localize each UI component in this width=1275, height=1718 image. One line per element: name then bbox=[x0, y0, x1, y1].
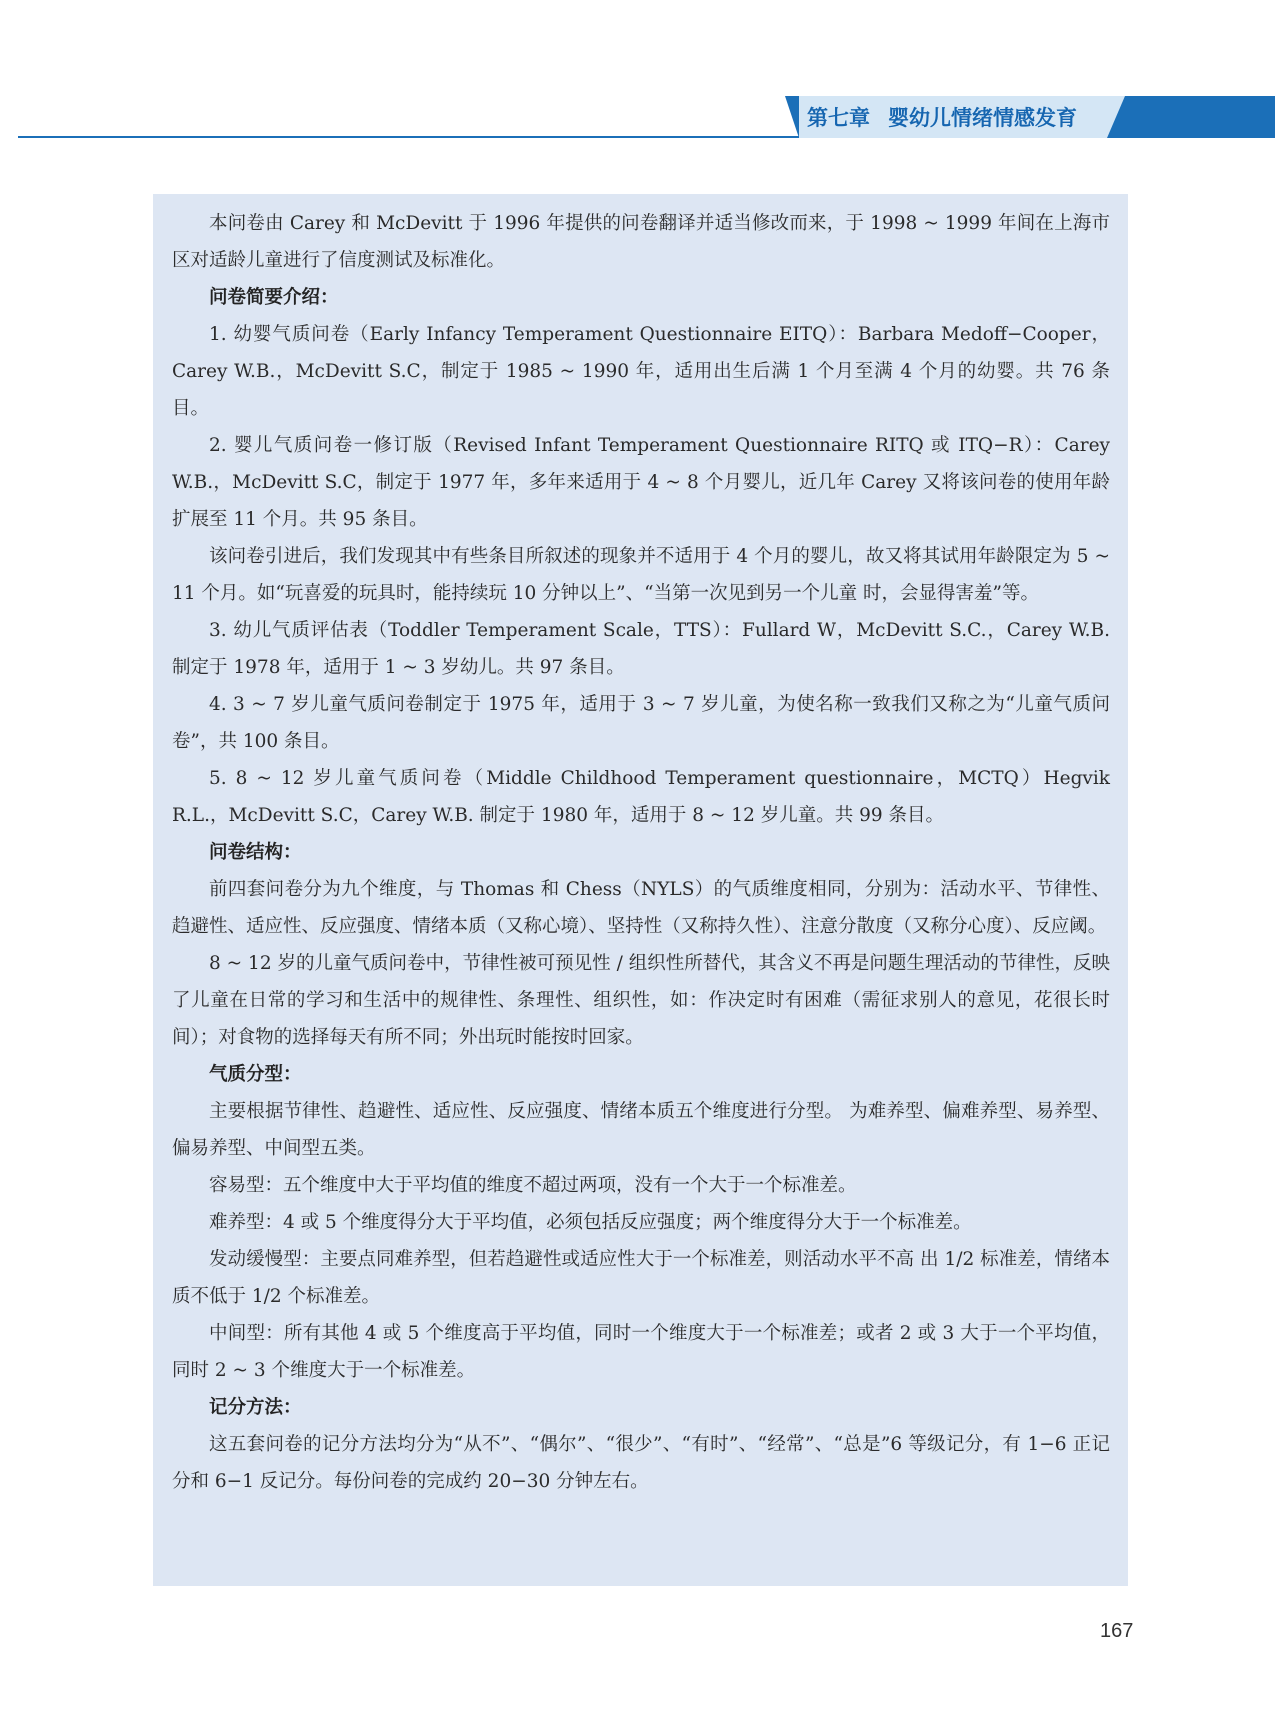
list-item: 4. 3 ~ 7 岁儿童气质问卷制定于 1975 年，适用于 3 ~ 7 岁儿童，为使名称一致我们又称之为“儿童气质问卷”，共 100 条目。 bbox=[172, 694, 1110, 752]
section-heading-introduction: 问卷简要介绍： bbox=[209, 287, 339, 308]
paragraph: 中间型：所有其他 4 或 5 个维度高于平均值，同时一个维度大于一个标准差；或者 2 或 3 大于一个平均值，同时 2 ~ 3 个维度大于一个标准差。 bbox=[172, 1323, 1110, 1381]
chapter-name: 婴幼儿情绪情感发育 bbox=[888, 106, 1077, 130]
list-item: 2. 婴儿气质问卷一修订版（Revised Infant Temperament Questionnaire RITQ 或 ITQ−R）：Carey W.B.，McDevitt S.C，制定于 1977 年，多年来适用于 4 ~ 8 个月婴儿，近几年 Carey 又将该问卷的使用年龄扩展至 11 个月。共 95 条目。 bbox=[172, 435, 1110, 530]
chapter-header-tab bbox=[785, 96, 1275, 138]
paragraph: 主要根据节律性、趋避性、适应性、反应强度、情绪本质五个维度进行分型。 为难养型、偏难养型、易养型、偏易养型、中间型五类。 bbox=[172, 1101, 1110, 1159]
paragraph: 该问卷引进后，我们发现其中有些条目所叙述的现象并不适用于 4 个月的婴儿，故又将其试用年龄限定为 5 ~ 11 个月。如“玩喜爱的玩具时，能持续玩 10 分钟以上”、“当第一次见到另一个儿童 时，会显得害羞”等。 bbox=[172, 546, 1110, 604]
section-heading-types: 气质分型： bbox=[209, 1064, 302, 1085]
chapter-number: 第七章 bbox=[807, 106, 870, 130]
page-number: 167 bbox=[1100, 1620, 1134, 1642]
paragraph: 发动缓慢型：主要点同难养型，但若趋避性或适应性大于一个标准差，则活动水平不高 出 1/2 标准差，情绪本质不低于 1/2 个标准差。 bbox=[172, 1249, 1110, 1307]
intro-paragraph: 本问卷由 Carey 和 McDevitt 于 1996 年提供的问卷翻译并适当修改而来，于 1998 ~ 1999 年间在上海市区对适龄儿童进行了信度测试及标准化。 bbox=[172, 213, 1110, 271]
list-item: 1. 幼婴气质问卷（Early Infancy Temperament Questionnaire EITQ）：Barbara Medoff−Cooper，Carey W.B.，McDevitt S.C，制定于 1985 ~ 1990 年，适用出生后满 1 个月至满 4 个月的幼婴。共 76 条目。 bbox=[172, 324, 1110, 419]
paragraph: 前四套问卷分为九个维度，与 Thomas 和 Chess（NYLS）的气质维度相同，分别为：活动水平、节律性、趋避性、适应性、反应强度、情绪本质（又称心境）、坚持性（又称持久性）、注意分散度（又称分心度）、反应阈。 bbox=[172, 879, 1110, 937]
chapter-title bbox=[807, 103, 1077, 133]
list-item: 5. 8 ~ 12 岁儿童气质问卷（Middle Childhood Temperament questionnaire，MCTQ）Hegvik R.L.，McDevitt S.C，Carey W.B. 制定于 1980 年，适用于 8 ~ 12 岁儿童。共 99 条目。 bbox=[172, 768, 1110, 826]
section-heading-scoring: 记分方法： bbox=[209, 1397, 302, 1418]
paragraph: 难养型：4 或 5 个维度得分大于平均值，必须包括反应强度；两个维度得分大于一个标准差。 bbox=[209, 1212, 972, 1233]
paragraph: 这五套问卷的记分方法均分为“从不”、“偶尔”、“很少”、“有时”、“经常”、“总是”6 等级记分，有 1−6 正记分和 6−1 反记分。每份问卷的完成约 20−30 分钟左右。 bbox=[172, 1434, 1110, 1492]
section-heading-structure: 问卷结构： bbox=[209, 842, 302, 863]
paragraph: 容易型：五个维度中大于平均值的维度不超过两项，没有一个大于一个标准差。 bbox=[209, 1175, 857, 1196]
list-item: 3. 幼儿气质评估表（Toddler Temperament Scale，TTS）：Fullard W，McDevitt S.C.，Carey W.B. 制定于 1978 年，适用于 1 ~ 3 岁幼儿。共 97 条目。 bbox=[172, 620, 1110, 678]
content-body bbox=[172, 205, 1110, 1500]
paragraph: 8 ~ 12 岁的儿童气质问卷中，节律性被可预见性 / 组织性所替代，其含义不再是问题生理活动的节律性，反映了儿童在日常的学习和生活中的规律性、条理性、组织性，如：作决定时有困难（需征求别人的意见，花很长时间）；对食物的选择每天有所不同；外出玩时能按时回家。 bbox=[172, 953, 1110, 1048]
